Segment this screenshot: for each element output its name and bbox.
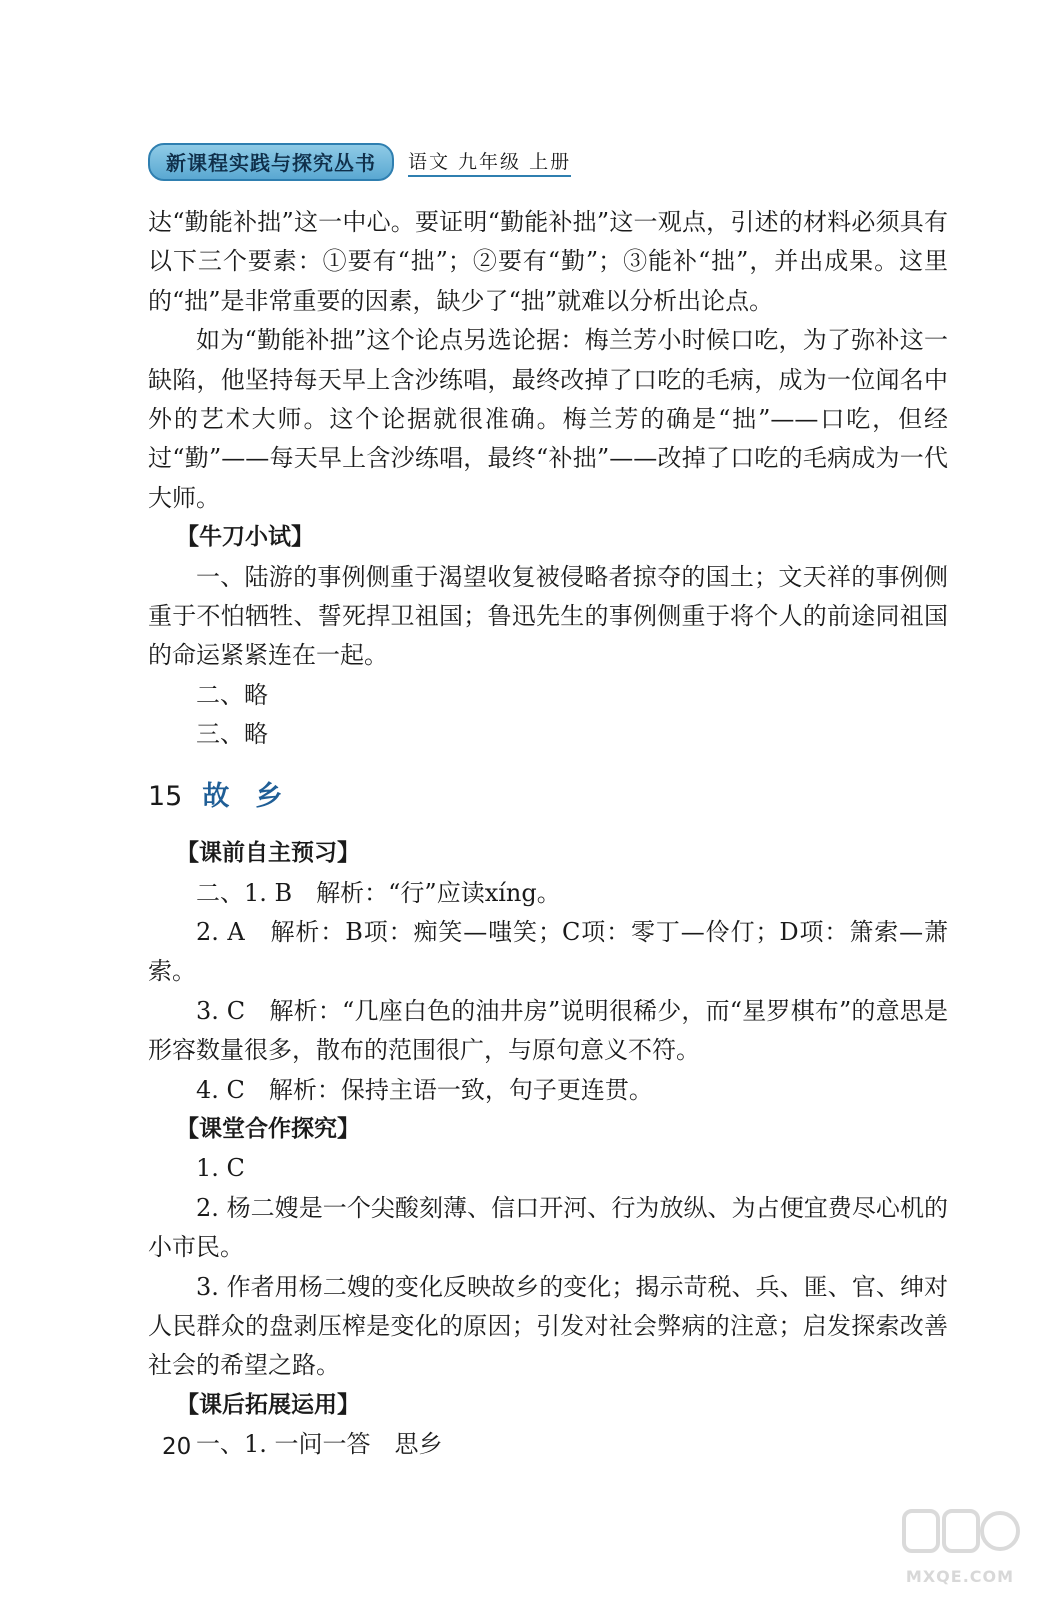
- class-answer-1: 1. C: [196, 1154, 245, 1183]
- lesson-number: 15: [148, 780, 183, 812]
- after-answer-1: 一、1. 一问一答 思乡: [196, 1430, 443, 1459]
- body-paragraph-2: 如为“勤能补拙”这个论点另选论据：梅兰芳小时候口吃，为了弥补这一缺陷，他坚持每天早上含沙练唱，最终改掉了口吃的毛病，成为一位闻名中外的艺术大师。这个论据就很准确。梅兰芳的确是“拙”——口吃，但经过“勤”——每天早上含沙练唱，最终“补拙”——改掉了口吃的毛病成为一代大师。: [148, 326, 948, 512]
- preview-answer-2: 2. A 解析：B项：痴笑—嗤笑；C项：零丁—伶仃；D项：箫索—萧索。: [148, 917, 948, 986]
- section-heading-class: 【课堂合作探究】: [176, 1115, 360, 1142]
- page-content: [148, 203, 948, 1465]
- niudao-answer-3: 三、略: [196, 720, 268, 749]
- niudao-answer-1: 一、陆游的事例侧重于渴望收复被侵略者掠夺的国土；文天祥的事例侧重于不怕牺牲、誓死捍卫祖国；鲁迅先生的事例侧重于将个人的前途同祖国的命运紧紧连在一起。: [148, 562, 948, 670]
- watermark-icon: [900, 1503, 1020, 1559]
- class-answer-3: 3. 作者用杨二嫂的变化反映故乡的变化；揭示苛税、兵、匪、官、绅对人民群众的盘剥压榨是变化的原因；引发对社会弊病的注意；启发探索改善社会的希望之路。: [148, 1272, 948, 1380]
- preview-answer-1: 二、1. B 解析：“行”应读xíng。: [196, 878, 561, 907]
- series-title-badge: 新课程实践与探究丛书: [148, 143, 394, 181]
- watermark-logo: [890, 1503, 1030, 1591]
- body-paragraph-1: 达“勤能补拙”这一中心。要证明“勤能补拙”这一观点，引述的材料必须具有以下三个要素：①要有“拙”；②要有“勤”；③能补“拙”，并出成果。这里的“拙”是非常重要的因素，缺少了“拙”就难以分析出论点。: [148, 208, 948, 315]
- lesson-title-text: 故乡: [202, 780, 309, 812]
- section-heading-niudao: 【牛刀小试】: [176, 524, 314, 551]
- subject-grade-label: 语文 九年级 上册: [408, 147, 571, 177]
- section-heading-preview: 【课前自主预习】: [176, 840, 360, 867]
- preview-answer-4: 4. C 解析：保持主语一致，句子更连贯。: [196, 1075, 653, 1104]
- niudao-answer-2: 二、略: [196, 680, 268, 709]
- page-number: 20: [162, 1434, 192, 1460]
- watermark-text: MXQE.COM: [905, 1567, 1015, 1586]
- lesson-title: [148, 777, 948, 816]
- page-header: [148, 143, 571, 181]
- section-heading-after: 【课后拓展运用】: [176, 1391, 360, 1418]
- preview-answer-3: 3. C 解析：“几座白色的油井房”说明很稀少，而“星罗棋布”的意思是形容数量很多，散布的范围很广，与原句意义不符。: [148, 996, 948, 1065]
- class-answer-2: 2. 杨二嫂是一个尖酸刻薄、信口开河、行为放纵、为占便宜费尽心机的小市民。: [148, 1193, 948, 1262]
